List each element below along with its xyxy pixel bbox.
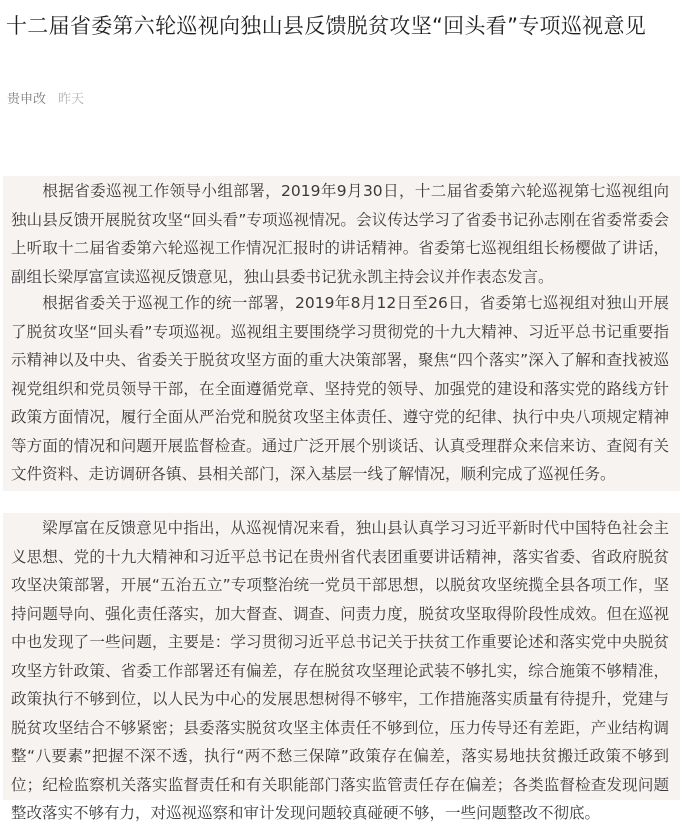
article-paragraph xyxy=(3,288,680,491)
paragraph-text: 根据省委巡视工作领导小组部署，2019年9月30日，十二届省委第六轮巡视第七巡视组向独山县反馈开展脱贫攻坚“回头看”专项巡视情况。会议传达学习了省委书记孙志刚在省委常委会上听取十二届省委第六轮巡视工作情况汇报时的讲话精神。省委第七巡视组组长杨樱做了讲话，副组长梁厚富宣读巡视反馈意见，独山县委书记犹永凯主持会议并作表态发言。 xyxy=(11,182,669,286)
article-paragraph xyxy=(3,176,680,293)
paragraph-text: 根据省委关于巡视工作的统一部署，2019年8月12日至26日，省委第七巡视组对独山开展了脱贫攻坚“回头看”专项巡视。巡视组主要围绕学习贯彻党的十九大精神、习近平总书记重要指示精神以及中央、省委关于脱贫攻坚方面的重大决策部署，聚焦“四个落实”深入了解和查找被巡视党组织和党员领导干部，在全面遵循党章、坚持党的领导、加强党的建设和落实党的路线方针政策方面情况，履行全面从严治党和脱贫攻坚主体责任、遵守党的纪律、执行中央八项规定精神等方面的情况和问题开展监督检查。通过广泛开展个别谈话、认真受理群众来信来访、查阅有关文件资料、走访调研各镇、县相关部门，深入基层一线了解情况，顺利完成了巡视任务。 xyxy=(11,294,669,483)
article-meta xyxy=(7,91,84,109)
article-time: 昨天 xyxy=(58,92,85,107)
paragraph-text: 梁厚富在反馈意见中指出，从巡视情况来看，独山县认真学习习近平新时代中国特色社会主义思想、党的十九大精神和习近平总书记在贵州省代表团重要讲话精神，落实省委、省政府脱贫攻坚决策部署，开展“五治五立”专项整治统一党员干部思想，以脱贫攻坚统揽全县各项工作，坚持问题导向、强化责任落实，加大督查、调查、问责力度，脱贫攻坚取得阶段性成效。但在巡视中也发现了一些问题，主要是：学习贯彻习近平总书记关于扶贫工作重要论述和落实党中央脱贫攻坚方针政策、省委工作部署还有偏差，存在脱贫攻坚理论武装不够扎实，综合施策不够精准，政策执行不够到位，以人民为中心的发展思想树得不够牢，工作措施落实质量有待提升，党建与脱贫攻坚结合不够紧密；县委落实脱贫攻坚主体责任不够到位，压力传导还有差距，产业结构调整“八要素”把握不深不透，执行“两不愁三保障”政策存在偏差，落实易地扶贫搬迁政策不够到位；纪检监察机关落实监督责任和有关职能部门落实监管责任存在偏差；各类监督检查发现问题整改落实不够有力，对巡视巡察和审计发现问题较真碰硬不够，一些问题整改不彻底。 xyxy=(11,519,669,822)
article-paragraph xyxy=(3,513,680,822)
article-source[interactable]: 贵申改 xyxy=(7,92,47,107)
article-title: 十二届省委第六轮巡视向独山县反馈脱贫攻坚“回头看”专项巡视意见 xyxy=(6,14,647,38)
